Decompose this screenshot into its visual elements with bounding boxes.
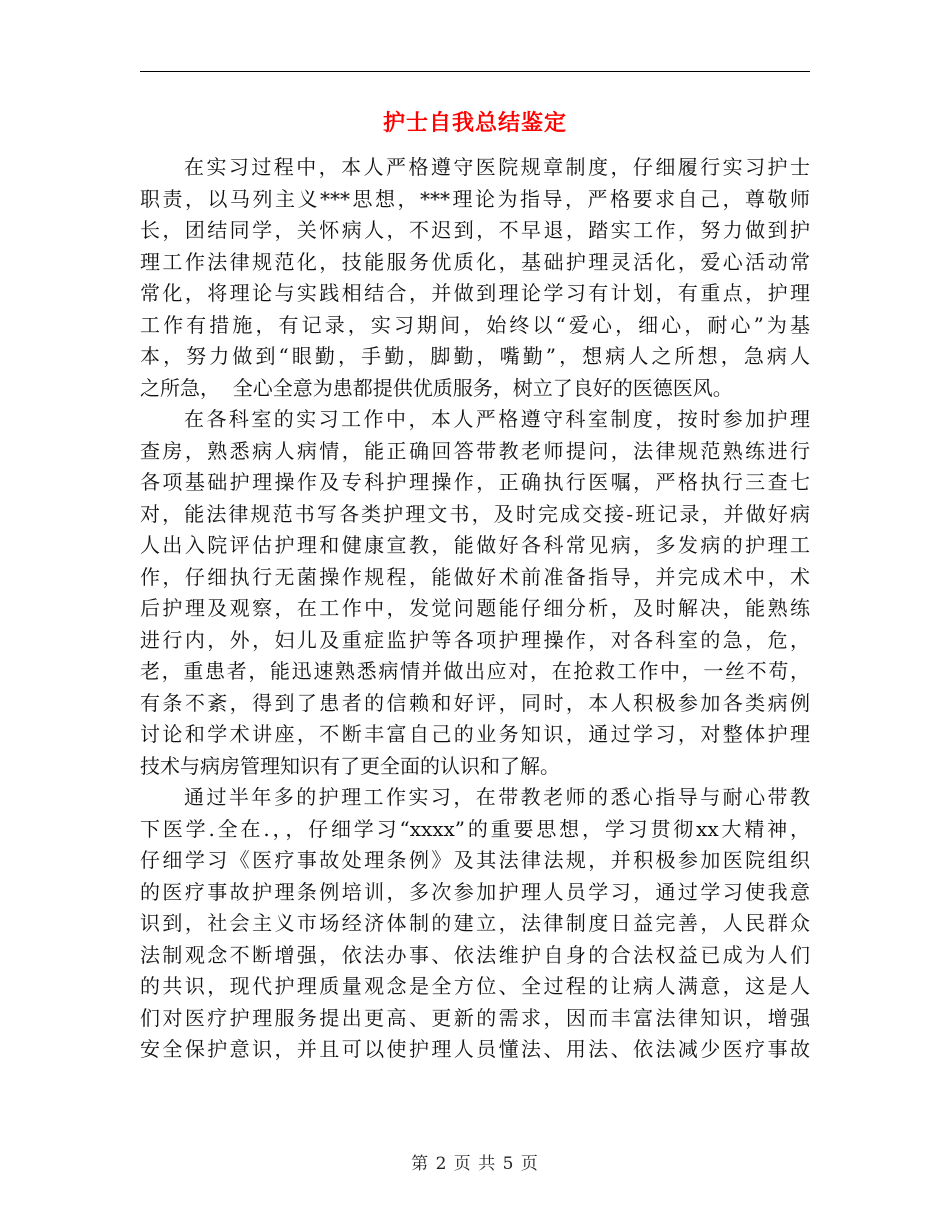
text-line: 各项基础护理操作及专科护理操作，正确执行医嘱，严格执行三查七 [140,470,810,494]
text-line: 长，团结同学，关怀病人，不迟到，不早退，踏实工作，努力做到护 [140,218,810,242]
text-line: 在实习过程中，本人严格遵守医院规章制度，仔细履行实习护士 [184,155,810,179]
text-line: 有条不紊，得到了患者的信赖和好评，同时，本人积极参加各类病例 [140,690,810,715]
text-line: 法制观念不断增强，依法办事、依法维护自身的合法权益已成为人们 [140,942,810,967]
document-title: 护士自我总结鉴定 [382,111,567,136]
text-line: 安全保护意识，并且可以使护理人员懂法、用法、依法减少医疗事故 [140,1037,810,1061]
text-line: 讨论和学术讲座，不断丰富自己的业务知识，通过学习，对整体护理 [140,722,810,746]
page-number-footer: 第 2 页 共 5 页 [411,1154,539,1174]
text-line: 的医疗事故护理条例培训，多次参加护理人员学习，通过学习使我意 [140,879,810,904]
text-line: 理工作法律规范化，技能服务优质化，基础护理灵活化，爱心活动常 [140,249,810,274]
text-line: 技术与病房管理知识有了更全面的认识和了解。 [140,753,560,778]
text-line: 查房，熟悉病人病情，能正确回答带教老师提问，法律规范熟练进行 [140,438,810,463]
text-line: 仔细学习《医疗事故处理条例》及其法律法规，并积极参加医院组织 [140,848,810,872]
text-line: 下医学.全在.，，仔细学习“xxxx”的重要思想，学习贯彻xx大精神， [140,816,810,841]
text-line: 之所急， 全心全意为患都提供优质服务，树立了良好的医德医风。 [140,375,733,400]
text-line: 职责，以马列主义***思想，***理论为指导，严格要求自己，尊敬师 [140,186,810,211]
text-line: 本，努力做到“眼勤，手勤，脚勤，嘴勤”，想病人之所想，急病人 [140,344,810,368]
text-line: 识到，社会主义市场经济体制的建立，法律制度日益完善，人民群众 [140,911,810,935]
text-line: 作，仔细执行无菌操作规程，能做好术前准备指导，并完成术中，术 [140,564,810,589]
text-line: 常化，将理论与实践相结合，并做到理论学习有计划，有重点，护理 [140,281,810,305]
paragraph-2 [140,404,810,782]
text-line: 的共识，现代护理质量观念是全方位、全过程的让病人满意，这是人 [140,974,810,998]
text-line: 老，重患者，能迅速熟悉病情并做出应对，在抢救工作中，一丝不苟， [140,659,810,683]
text-line: 工作有措施，有记录，实习期间，始终以“爱心，细心，耐心”为基 [140,312,810,337]
text-line: 进行内，外，妇儿及重症监护等各项护理操作，对各科室的急，危， [140,627,810,652]
text-line: 们对医疗护理服务提出更高、更新的需求，因而丰富法律知识，增强 [140,1005,810,1030]
paragraph-1 [140,152,810,404]
text-line: 在各科室的实习工作中，本人严格遵守科室制度，按时参加护理 [184,407,810,431]
text-line: 后护理及观察，在工作中，发觉问题能仔细分析，及时解决，能熟练 [140,596,810,620]
text-line: 对，能法律规范书写各类护理文书，及时完成交接-班记录，并做好病 [140,501,810,526]
header-rule [140,71,810,72]
paragraph-3 [140,782,810,1066]
document-body [140,152,810,1066]
text-line: 通过半年多的护理工作实习，在带教老师的悉心指导与耐心带教 [184,785,810,809]
text-line: 人出入院评估护理和健康宣教，能做好各科常见病，多发病的护理工 [140,533,810,557]
